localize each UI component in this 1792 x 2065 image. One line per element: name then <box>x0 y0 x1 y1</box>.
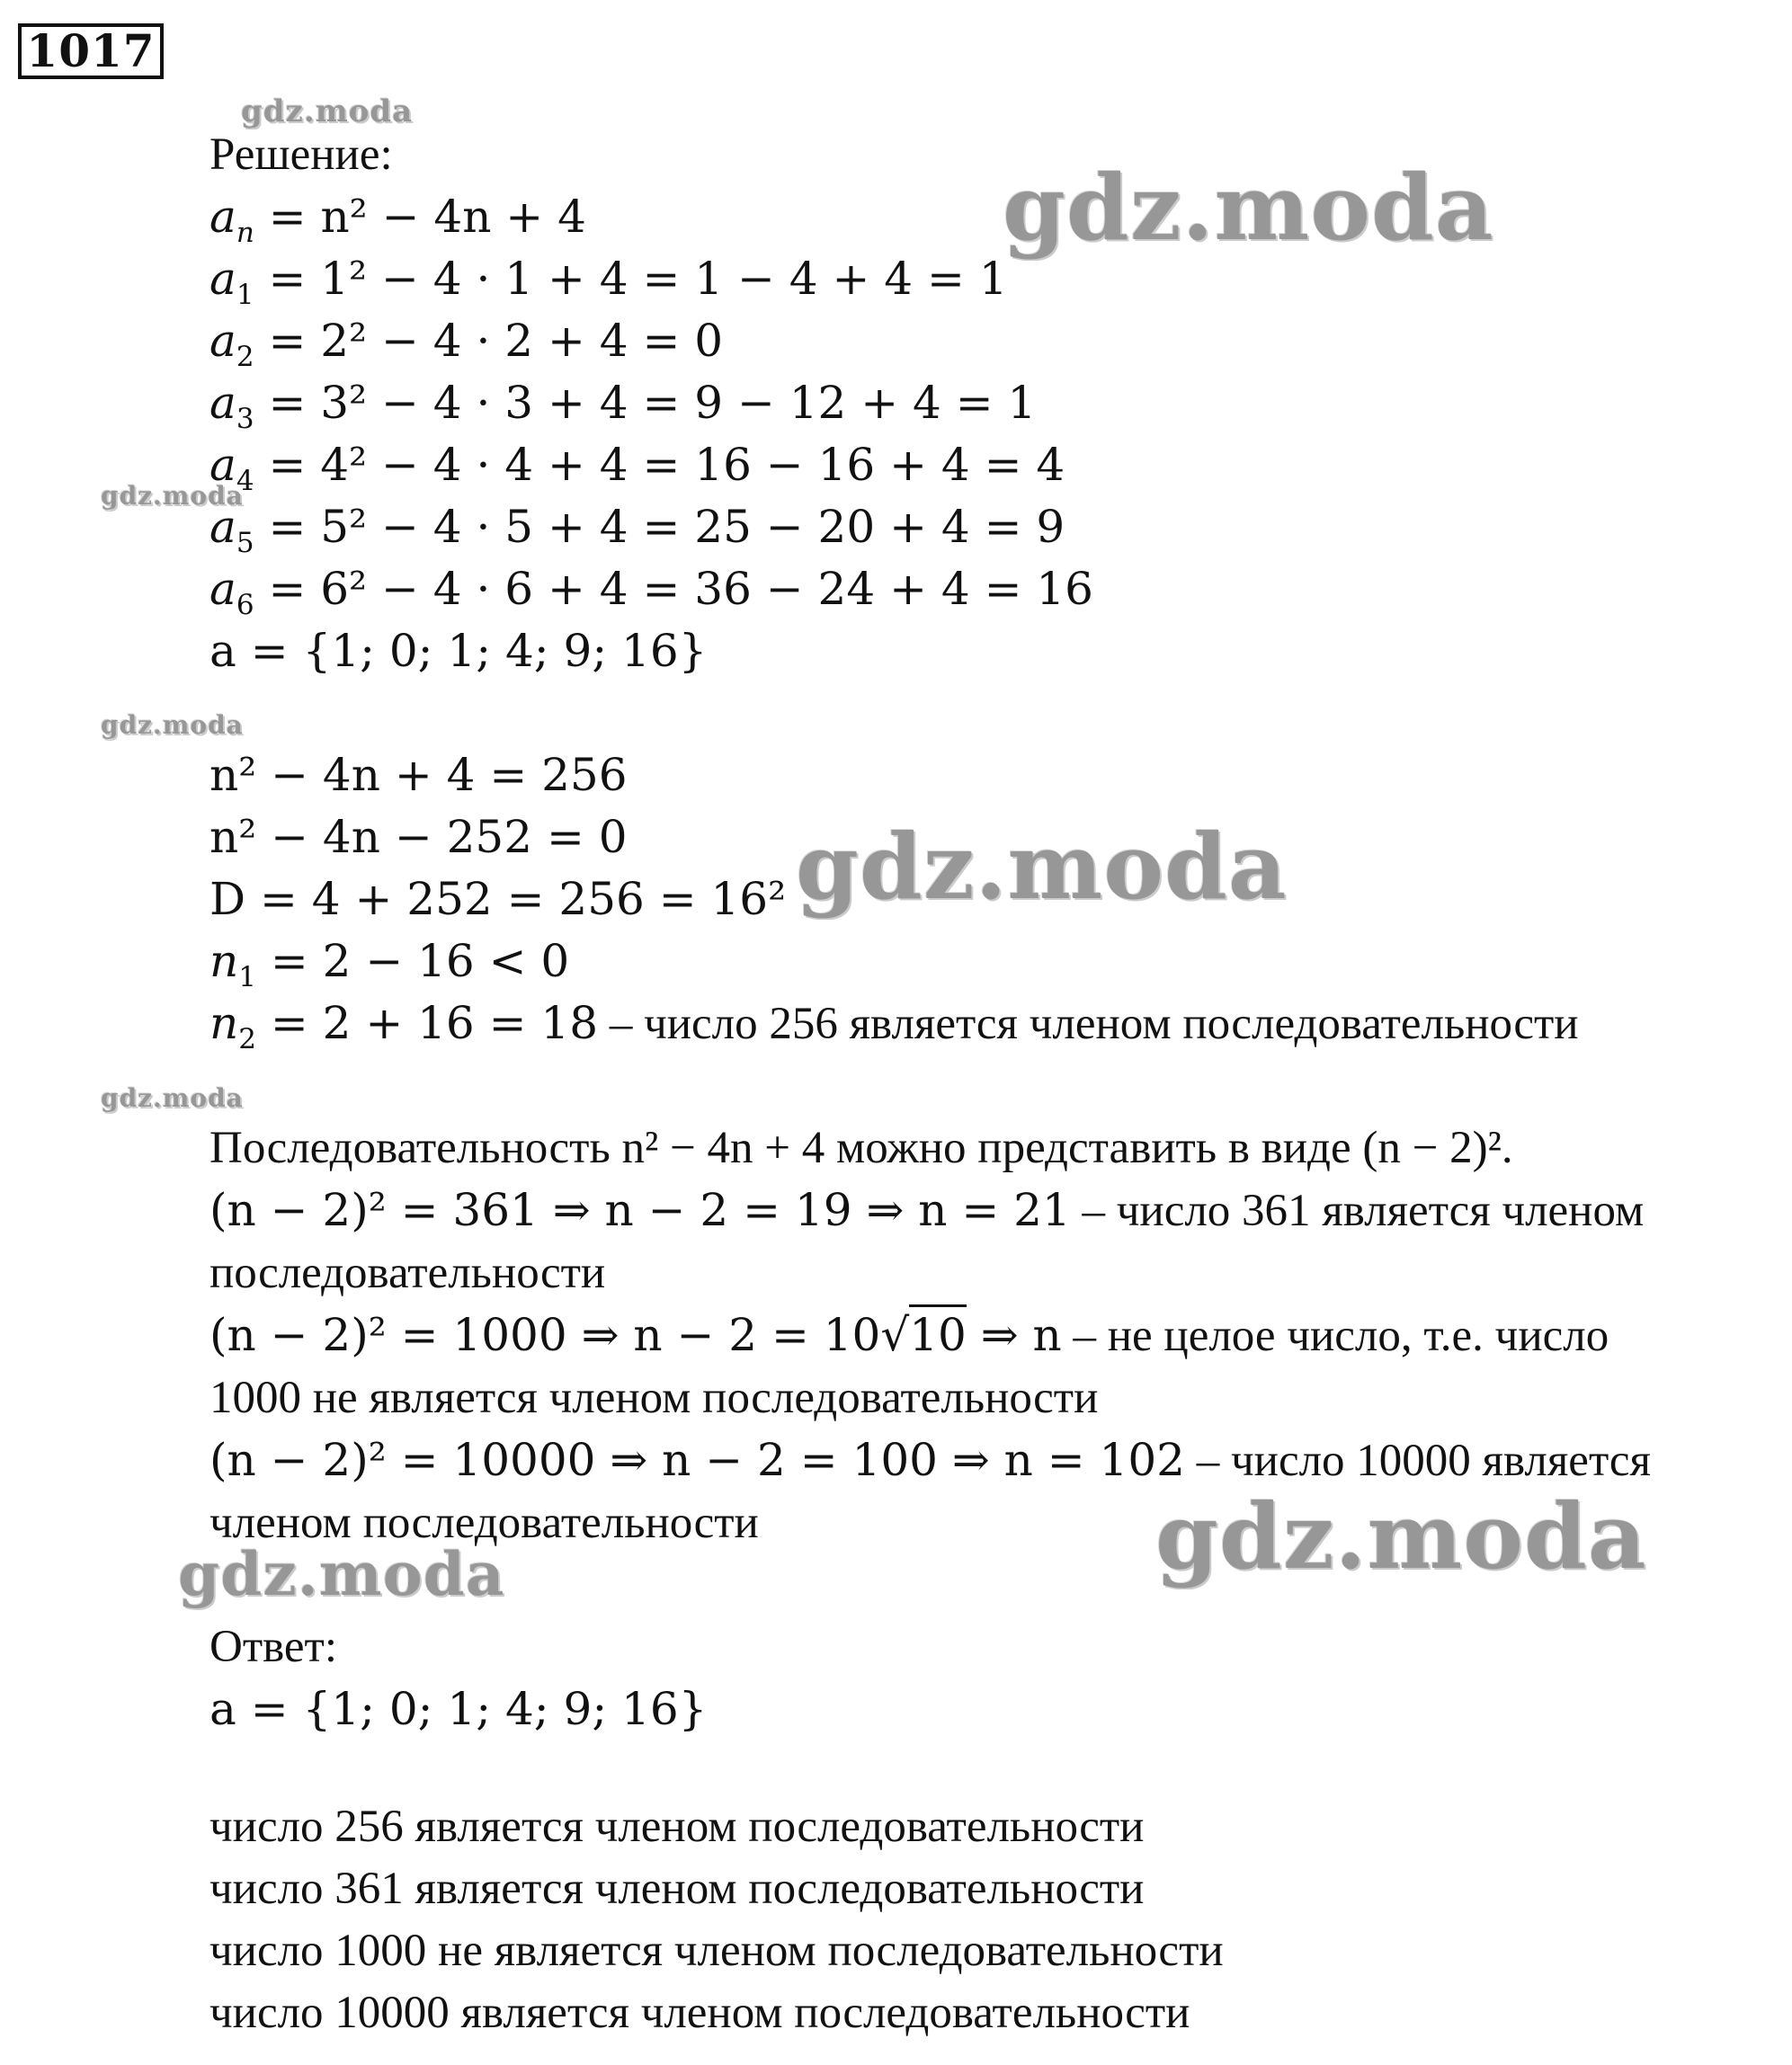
answer-sequence: a = {1; 0; 1; 4; 9; 16} <box>210 1683 708 1735</box>
root-line: $n_2 = 2 + 16 = 18$ – число 256 является членом последовательности <box>210 997 1579 1055</box>
representation-line: Последовательность n² − 4n + 4 можно представить в виде (n − 2)². <box>210 1123 1513 1173</box>
watermark: gdz.moda <box>1003 155 1494 261</box>
answer-line: число 10000 является членом последовательности <box>210 1988 1190 2038</box>
watermark: gdz.moda <box>1155 1483 1647 1589</box>
root-line: $n_1 = 2 - 16 < 0$ <box>210 935 570 993</box>
watermark: gdz.moda <box>101 481 244 511</box>
term-line: $a_3 = 3^2 - 4 \cdot 3 + 4 = 9 - 12 + 4 = 1$ <box>210 377 1037 435</box>
equation-line: n² − 4n + 4 = 256 <box>210 749 628 801</box>
watermark: gdz.moda <box>178 1539 505 1609</box>
case-361-cont: последовательности <box>210 1248 606 1298</box>
problem-number: 1017 <box>18 23 164 79</box>
term-line: $a_1 = 1^2 - 4 \cdot 1 + 4 = 1 - 4 + 4 = 1$ <box>210 253 1008 311</box>
watermark: gdz.moda <box>241 93 414 129</box>
sequence-result: a = {1; 0; 1; 4; 9; 16} <box>210 625 708 677</box>
general-formula: $a_n = n^2 - 4n + 4$ <box>210 191 586 249</box>
watermark: gdz.moda <box>101 1083 244 1113</box>
term-line: $a_6 = 6^2 - 4 \cdot 6 + 4 = 36 - 24 + 4 = 16$ <box>210 563 1093 621</box>
answer-heading: Ответ: <box>210 1622 337 1672</box>
discriminant-line: D = 4 + 252 = 256 = 16² <box>210 873 787 925</box>
term-line: $a_5 = 5^2 - 4 \cdot 5 + 4 = 25 - 20 + 4 = 9$ <box>210 501 1065 559</box>
answer-line: число 361 является членом последовательности <box>210 1864 1145 1914</box>
case-1000-cont: 1000 не является членом последовательности <box>210 1373 1099 1423</box>
term-line: $a_4 = 4^2 - 4 \cdot 4 + 4 = 16 - 16 + 4 = 4$ <box>210 439 1065 497</box>
equation-line: n² − 4n − 252 = 0 <box>210 811 628 863</box>
solution-heading: Решение: <box>210 129 393 180</box>
case-10000-cont: членом последовательности <box>210 1498 759 1548</box>
watermark: gdz.moda <box>796 814 1288 920</box>
term-line: $a_2 = 2^2 - 4 \cdot 2 + 4 = 0$ <box>210 315 724 373</box>
answer-line: число 256 является членом последовательности <box>210 1802 1145 1852</box>
case-10000: (n − 2)² = 10000 ⇒ n − 2 = 100 ⇒ n = 102 – число 10000 является <box>210 1434 1651 1486</box>
answer-line: число 1000 не является членом последовательности <box>210 1926 1224 1976</box>
watermark: gdz.moda <box>101 710 244 740</box>
case-1000: (n − 2)² = 1000 ⇒ n − 2 = 10√10 ⇒ n – не целое число, т.е. число <box>210 1304 1774 1367</box>
solution-content <box>210 124 1774 2044</box>
case-361: (n − 2)² = 361 ⇒ n − 2 = 19 ⇒ n = 21 – число 361 является членом <box>210 1184 1645 1236</box>
